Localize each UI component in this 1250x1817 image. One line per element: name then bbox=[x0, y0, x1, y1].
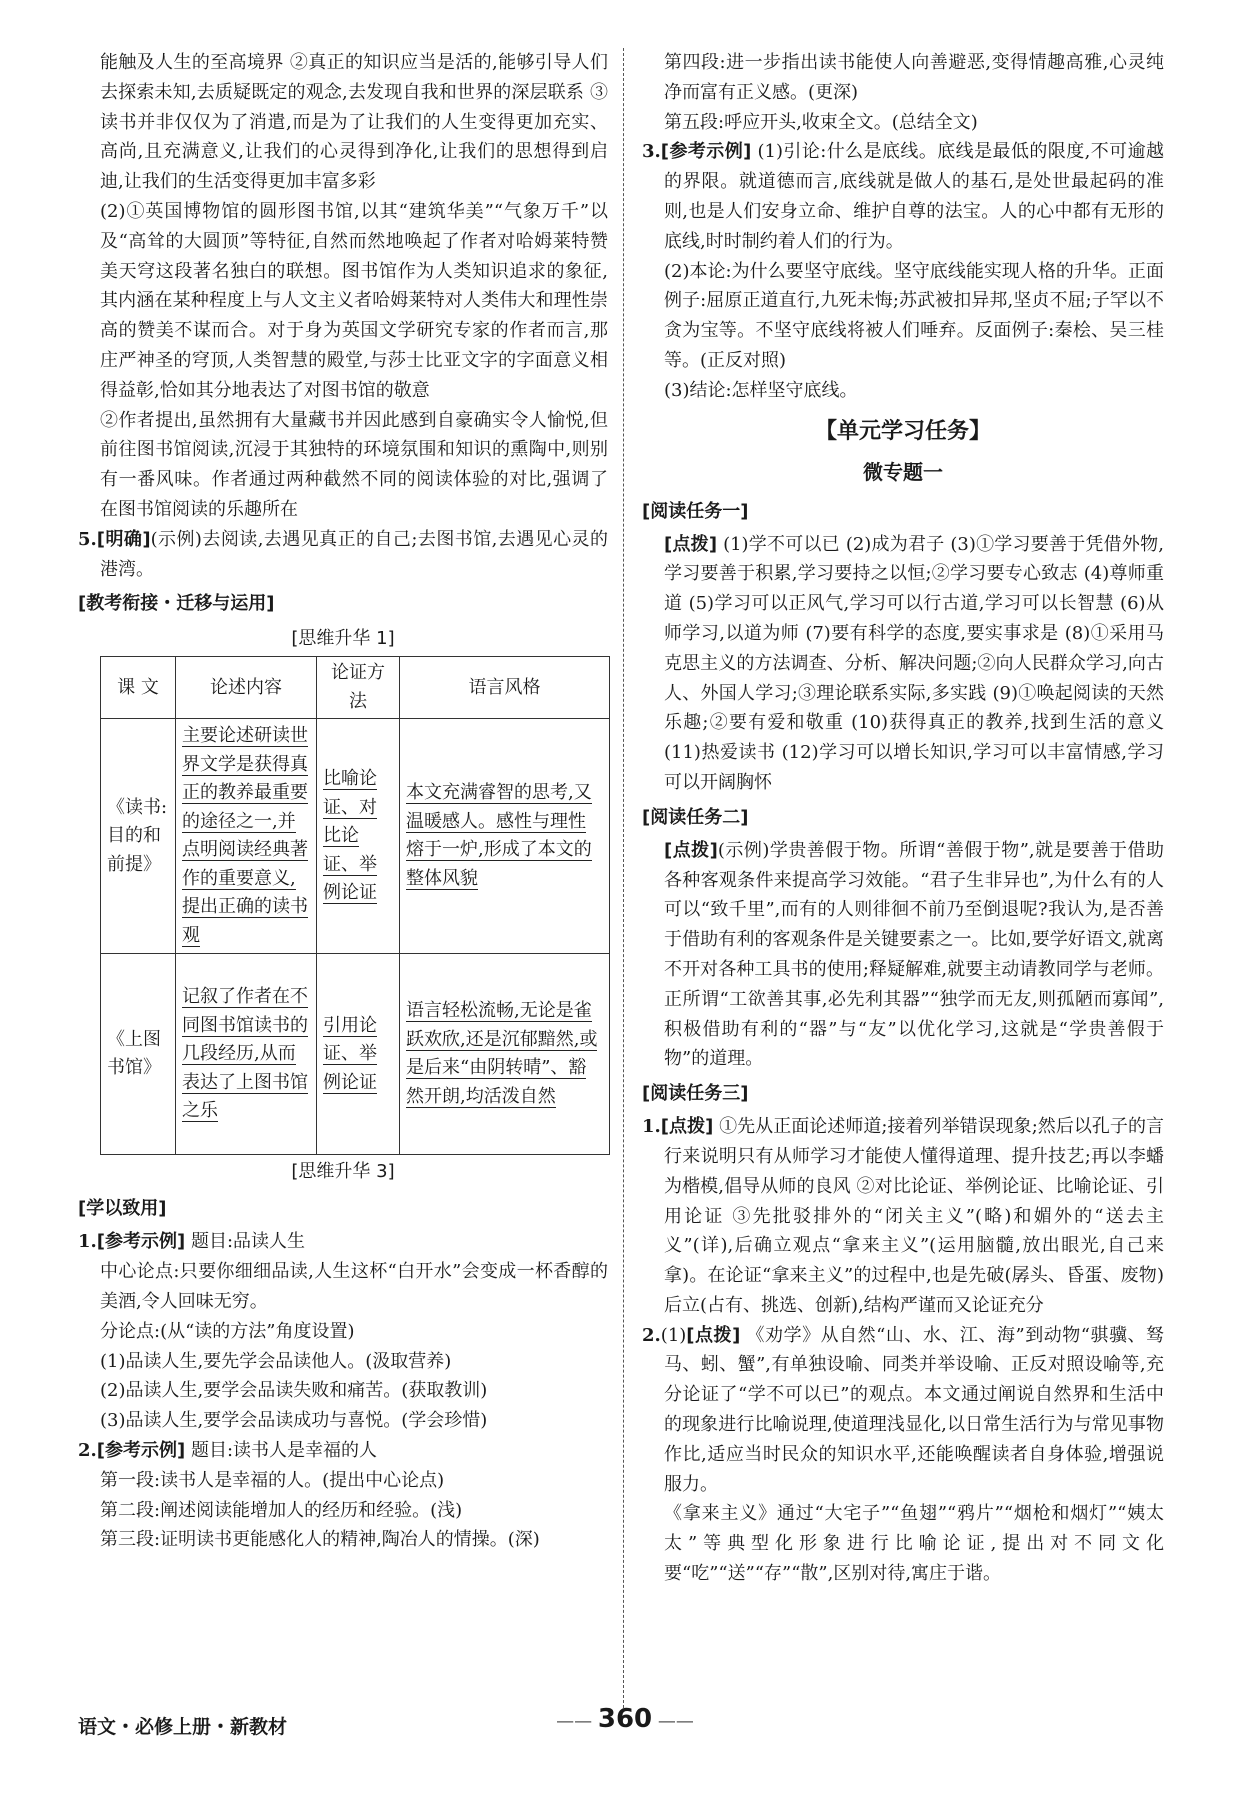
q3-tag: [参考示例] bbox=[660, 141, 752, 163]
t3q2-text: 《劝学》从自然“山、水、江、海”到动物“骐骥、驽马、蚓、蟹”,有单独设喻、同类并举设喻、正反对照设喻等,充分论证了“学不可以已”的观点。本文通过阐说自然界和生活中的现象进行比喻说理,使道理浅显化,以日常生活行为与常见事物作比,适应当时民众的知识水平,还能唤醒读者自身体验,增强说服力。 bbox=[664, 1324, 1164, 1495]
table-cell bbox=[400, 719, 610, 954]
q3-line: (3)结论:怎样坚守底线。 bbox=[664, 379, 858, 401]
table-header: 论述内容 bbox=[176, 657, 317, 719]
t3q1-number: 1. bbox=[642, 1116, 661, 1138]
q1-line: (1)品读人生,要先学会品读他人。(汲取营养) bbox=[100, 1350, 452, 1372]
q1-tag: [参考示例] bbox=[96, 1231, 186, 1253]
table-cell bbox=[400, 954, 610, 1155]
left-column bbox=[78, 48, 608, 1555]
q2-number: 2. bbox=[78, 1439, 97, 1461]
table-header: 论证方法 bbox=[317, 657, 400, 719]
page-number: 360 bbox=[597, 1704, 653, 1734]
t3q1-tag: [点拨] bbox=[660, 1116, 714, 1138]
xyzy-title: [学以致用] bbox=[78, 1198, 167, 1220]
table-cell bbox=[176, 719, 317, 954]
table-cell-text: 主要论述研读世界文学是获得真正的教养最重要的途径之一,并点明阅读经典著作的重要意义,提出正确的读书观 bbox=[182, 725, 308, 946]
comparison-table bbox=[100, 656, 610, 1155]
section-title: [教考衔接・迁移与运用] bbox=[78, 593, 275, 615]
task-3-title: [阅读任务三] bbox=[642, 1083, 749, 1105]
task-1-text: (1)学不可以已 (2)成为君子 (3)①学习要善于凭借外物,学习要善于积累,学习要持之以恒;②学习要专心致志 (4)尊师重道 (5)学习可以正风气,学习可以行古道,学习可以长智慧 (6)从师学习,以道为师 (7)要有科学的态度,要实事求是 (8)①采用马克思主义的方法调查、分析、解决问题;②向人民群众学习,向古人、外国人学习;③理论联系实际,多实践 (9)①唤起阅读的天然乐趣;②要有爱和敬重 (10)获得真正的教养,找到生活的意义 (11)热爱读书 (12)学习可以增长知识,学习可以丰富情感,学习可以开阔胸怀 bbox=[664, 533, 1165, 793]
q1-line: (2)品读人生,要学会品读失败和痛苦。(获取教训) bbox=[100, 1380, 488, 1402]
q1-line: (3)品读人生,要学会品读成功与喜悦。(学会珍惜) bbox=[100, 1410, 488, 1432]
question-3 bbox=[642, 137, 1164, 256]
unit-title: 【单元学习任务】 bbox=[814, 418, 991, 444]
task-2-text: (示例)学贵善假于物。所谓“善假于物”,就是要善于借助各种客观条件来提高学习效能。“君子生非异也”,为什么有的人可以“致千里”,而有的人则徘徊不前乃至倒退呢?我认为,是否善于借助有利的客观条件是关键要素之一。比如,要学好语文,就离不开对各种工具书的使用;释疑解难,就要主动请教同学与老师。正所谓“工欲善其事,必先利其器”“独学而无友,则孤陋而寡闻”,积极借助有利的“器”与“友”以优化学习,这就是“学贵善假于物”的道理。 bbox=[664, 839, 1165, 1070]
item-5-tag: [明确] bbox=[96, 528, 151, 550]
table-cell-text: 记叙了作者在不同图书馆读书的几段经历,从而表达了上图书馆之乐 bbox=[182, 986, 308, 1122]
task-3-q1 bbox=[642, 1112, 1164, 1321]
table-row bbox=[101, 954, 610, 1155]
q2-line: 第三段:证明读书更能感化人的精神,陶冶人的情操。(深) bbox=[100, 1529, 540, 1551]
cont-line: 第四段:进一步指出读书能使人向善避恶,变得情趣高雅,心灵纯净而富有正义感。(更深) bbox=[664, 52, 1164, 103]
box-title-1: [思维升华 1] bbox=[291, 628, 395, 650]
task-2-body bbox=[642, 836, 1164, 1074]
task-2-tag: [点拨] bbox=[664, 839, 718, 861]
q3-line: (1)引论:什么是底线。底线是最低的限度,不可逾越的界限。就道德而言,底线就是做人的基石,是处世最起码的准则,也是人们安身立命、维护自尊的法宝。人的心中都有无形的底线,时时制约着人们的行为。 bbox=[664, 141, 1165, 252]
q3-line: (2)本论:为什么要坚守底线。坚守底线能实现人格的升华。正面例子:屈原正道直行,九死未悔;苏武被扣异邦,坚贞不屈;子罕以不贪为宝等。不坚守底线将被人们唾弃。反面例子:秦桧、吴三桂等。(正反对照) bbox=[664, 260, 1164, 371]
q1-line: 中心论点:只要你细细品读,人生这杯“白开水”会变成一杯香醇的美酒,令人回味无穷。 bbox=[100, 1261, 608, 1312]
q1-number: 1. bbox=[78, 1231, 97, 1253]
table-header: 语言风格 bbox=[400, 657, 610, 719]
intro-paragraph-1: 能触及人生的至高境界 ②真正的知识应当是活的,能够引导人们去探索未知,去质疑既定的观念,去发现自我和世界的深层联系 ③读书并非仅仅为了消遣,而是为了让我们的人生变得更加充实、高尚,且充满意义,让我们的心灵得到净化,让我们的思想得到启迪,让我们的生活变得更加丰富多彩 bbox=[100, 52, 608, 193]
t3q2-text-2: 《拿来主义》通过“大宅子”“鱼翅”“鸦片”“烟枪和烟灯”“姨太太”等典型化形象进行比喻论证,提出对不同文化要“吃”“送”“存”“散”,区别对待,寓庄于谐。 bbox=[664, 1503, 1164, 1585]
question-2 bbox=[78, 1436, 608, 1466]
task-1-body bbox=[642, 530, 1164, 798]
t3q2-tag: [点拨] bbox=[686, 1324, 741, 1346]
table-cell: 《读书:目的和前提》 bbox=[101, 719, 176, 954]
item-5 bbox=[78, 525, 608, 585]
table-cell bbox=[317, 954, 400, 1155]
q2-line: 第二段:阐述阅读能增加人的经历和经验。(浅) bbox=[100, 1499, 463, 1521]
intro-paragraph-3: ②作者提出,虽然拥有大量藏书并因此感到自豪确实令人愉悦,但前往图书馆阅读,沉浸于其独特的环境氛围和知识的熏陶中,则别有一番风味。作者通过两种截然不同的阅读体验的对比,强调了在图书馆阅读的乐趣所在 bbox=[100, 409, 608, 520]
q2-tag: [参考示例] bbox=[96, 1439, 186, 1461]
unit-subtitle: 微专题一 bbox=[863, 459, 943, 484]
table-header: 课 文 bbox=[101, 657, 176, 719]
table-cell-text: 引用论证、举例论证 bbox=[323, 1014, 377, 1093]
q3-number: 3. bbox=[642, 141, 661, 163]
right-column bbox=[642, 48, 1164, 1589]
task-1-tag: [点拨] bbox=[664, 533, 718, 555]
item-5-text: (示例)去阅读,去遇见真正的自己;去图书馆,去遇见心灵的港湾。 bbox=[100, 528, 608, 580]
cont-line: 第五段:呼应开头,收束全文。(总结全文) bbox=[664, 111, 978, 133]
q1-topic: 题目:品读人生 bbox=[190, 1231, 306, 1253]
table-cell bbox=[317, 719, 400, 954]
q2-line: 第一段:读书人是幸福的人。(提出中心论点) bbox=[100, 1469, 445, 1491]
column-divider bbox=[623, 48, 624, 1708]
table-row bbox=[101, 719, 610, 954]
t3q2-pre: (1) bbox=[660, 1324, 687, 1346]
task-3-q2 bbox=[642, 1321, 1164, 1500]
t3q1-text: ①先从正面论述师道;接着列举错误现象;然后以孔子的言行来说明只有从师学习才能使人懂得道理、提升技艺;再以李蟠为楷模,倡导从师的良风 ②对比论证、举例论证、比喻论证、引用论证 ③先批驳排外的“闭关主义”(略)和媚外的“送去主义”(详),后确立观点“拿来主义”(运用脑髓,放出眼光,自己来拿)。在论证“拿来主义”的过程中,也是先破(孱头、昏蛋、废物)后立(占有、挑选、创新),结构严谨而又论证充分 bbox=[664, 1116, 1164, 1316]
task-2-title: [阅读任务二] bbox=[642, 806, 749, 828]
table-cell-text: 本文充满睿智的思考,又温暖感人。感性与理性熔于一炉,形成了本文的整体风貌 bbox=[406, 782, 592, 889]
task-1-title: [阅读任务一] bbox=[642, 500, 749, 522]
intro-paragraph-2: (2)①英国博物馆的圆形图书馆,以其“建筑华美”“气象万千”以及“高耸的大圆顶”等特征,自然而然地唤起了作者对哈姆莱特赞美天穹这段著名独白的联想。图书馆作为人类知识追求的象征,其内涵在某种程度上与人文主义者哈姆莱特对人类伟大和理性崇高的赞美不谋而合。对于身为英国文学研究专家的作者而言,那庄严神圣的穹顶,人类智慧的殿堂,与莎士比亚文字的字面意义相得益彰,恰如其分地表达了对图书馆的敬意 bbox=[100, 200, 608, 401]
footer-page-number: —— 360 —— bbox=[556, 1704, 694, 1734]
question-1 bbox=[78, 1227, 608, 1257]
table-cell bbox=[176, 954, 317, 1155]
q1-line: 分论点:(从“读的方法”角度设置) bbox=[100, 1320, 355, 1342]
table-cell-text: 语言轻松流畅,无论是雀跃欢欣,还是沉郁黯然,或是后来“由阴转晴”、豁然开朗,均活泼自然 bbox=[406, 1000, 598, 1107]
q2-topic: 题目:读书人是幸福的人 bbox=[190, 1439, 378, 1461]
table-cell-text: 比喻论证、对比论证、举例论证 bbox=[323, 768, 377, 904]
box-title-3: [思维升华 3] bbox=[291, 1161, 395, 1183]
item-5-number: 5. bbox=[78, 528, 97, 550]
footer-subject: 语文・必修上册・新教材 bbox=[78, 1716, 288, 1738]
table-cell: 《上图书馆》 bbox=[101, 954, 176, 1155]
table-header-row bbox=[101, 657, 610, 719]
t3q2-number: 2. bbox=[642, 1324, 661, 1346]
